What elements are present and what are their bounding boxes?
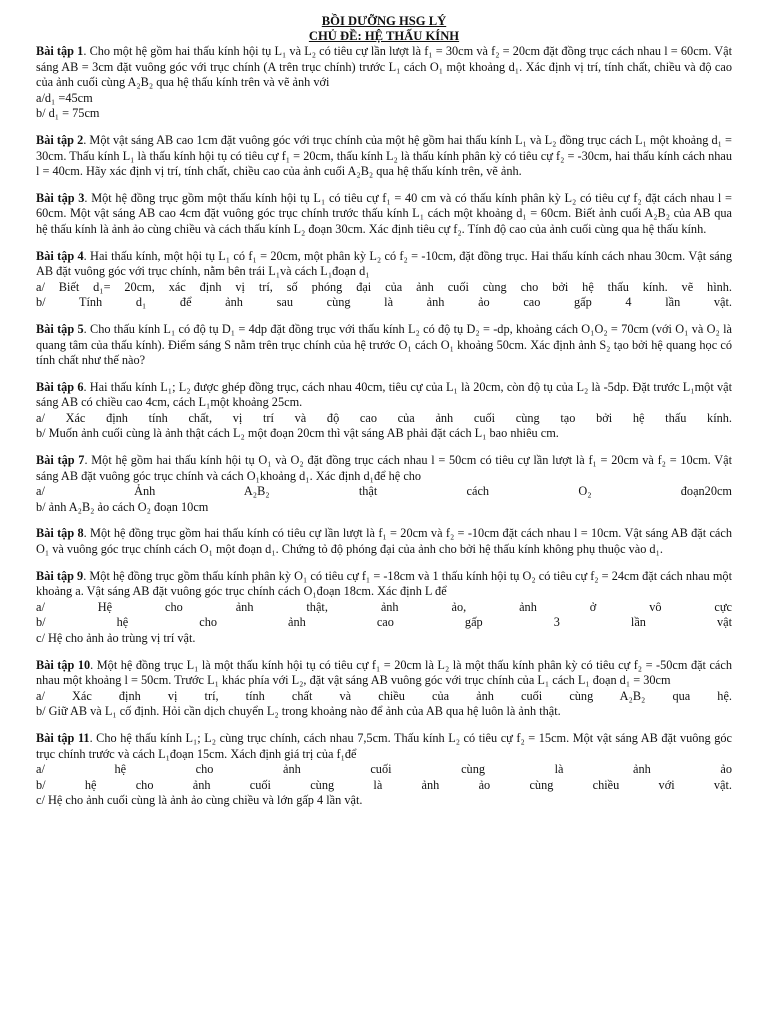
exercise-body: . Một hệ gồm hai thấu kính hội tụ O₁ và O₂ đặt đồng trục cách nhau l = 50cm có tiêu cự lần lượt là f₁ = 20cm và f₂ = 10cm. Vật sáng AB đặt vuông góc trục chính và cách O₁khoảng d₁. Xác định d₁để hệ cho [36, 453, 732, 483]
exercise-subquestion: a/ Ảnh A₂B₂ thật cách O₂ đoạn20cm [36, 484, 732, 499]
exercise-statement [36, 569, 732, 600]
exercise-10 [36, 658, 732, 720]
exercise-subquestion: b/ Giữ AB và L₁ cố định. Hỏi cần dịch chuyển L₂ trong khoảng nào để ảnh của AB qua hệ luôn là ảnh thật. [36, 704, 561, 719]
exercise-body: . Hai thấu kính L₁; L₂ được ghép đồng trục, cách nhau 40cm, tiêu cự của L₁ là 20cm, còn độ tụ của L₂ là -5dp. Đặt trước L₁một vật sáng AB có chiều cao 4cm, cách L₁một khoảng 25cm. [36, 379, 732, 410]
exercise-5 [36, 322, 732, 369]
exercise-statement [36, 249, 732, 280]
exercise-subquestion: a/ Xác định vị trí, tính chất và chiều của ảnh cuối cùng A₂B₂ qua hệ. [36, 688, 732, 703]
exercise-subquestion: b/ d₁ = 75cm [36, 106, 100, 121]
exercise-title: Bài tập 5 [36, 321, 84, 336]
exercise-2 [36, 133, 732, 180]
exercise-11 [36, 731, 732, 809]
document-title: BỒI DƯỠNG HSG LÝ [321, 14, 447, 28]
exercise-statement [36, 526, 732, 557]
exercise-subquestion: c/ Hệ cho ảnh cuối cùng là ảnh ảo cùng chiều và lớn gấp 4 lần vật. [36, 793, 363, 808]
exercise-statement [36, 191, 732, 238]
document-page [36, 14, 732, 809]
exercise-statement [36, 322, 732, 369]
exercise-body: . Một hệ đồng trục gồm hai thấu kính có tiêu cự lần lượt là f₁ = 20cm và f₂ = -10cm đặt cách nhau l = 10cm. Vật sáng AB đặt cách O₁ và vuông góc trục chính cách O₁ một đoạn d₁. Chứng tỏ độ phóng đại của ảnh cho bởi hệ thấu kính không phụ thuộc vào d₁. [36, 526, 732, 557]
exercise-list [36, 44, 732, 809]
exercise-body: . Cho một hệ gồm hai thấu kính hội tụ L₁ và L₂ có tiêu cự lần lượt là f₁ = 30cm và f₂ = 20cm đặt đồng trục cách nhau l = 60cm. Vật sáng AB = 3cm đặt vuông góc với trục chính (A trên trục chính) trước L₁ cách O₁ một khoảng d₁. Xác định vị trí, tính chất, chiều và độ cao của ảnh cuối cùng A₂B₂ qua hệ thấu kính trên và vẽ ảnh với [36, 44, 732, 90]
exercise-subquestion: a/ Xác định tính chất, vị trí và độ cao của ảnh cuối cùng tạo bởi hệ thấu kính. [36, 410, 732, 425]
exercise-title: Bài tập 2 [36, 132, 84, 147]
exercise-subquestion: a/ Biết d₁= 20cm, xác định vị trí, số phóng đại của ảnh cuối cùng cho bởi hệ thấu kính. vẽ hình. [36, 279, 732, 294]
exercise-subquestion: b/ Tính d₁ để ảnh sau cùng là ảnh ảo cao gấp 4 lần vật. [36, 295, 732, 310]
exercise-8 [36, 526, 732, 557]
exercise-9 [36, 569, 732, 647]
exercise-body: . Cho thấu kính L₁ có độ tụ D₁ = 4dp đặt đồng trục với thấu kính L₂ có độ tụ D₂ = -dp, khoảng cách O₁O₂ = 70cm (với O₁ và O₂ là quang tâm của thấu kính). Điểm sáng S nằm trên trục chính của hệ trước O₁ cách O₁ khoảng 50cm. Xác định ảnh S₂ tạo bởi hệ quang học có tính chất như thế nào? [36, 321, 732, 368]
exercise-title: Bài tập 9 [36, 568, 84, 583]
exercise-statement [36, 44, 732, 91]
exercise-statement [36, 380, 732, 411]
exercise-body: . Một hệ đồng trục gồm một thấu kính hội tụ L₁ có tiêu cự f₁ = 40 cm và có thấu kính phân kỳ L₂ có tiêu cự f₂ đặt cách nhau l = 60cm. Một vật sáng AB cao 4cm đặt vuông góc trục chính trước thấu kính L₁ cách một khoảng d₁ = 60cm. Biết ảnh cuối A₂B₂ của AB qua hệ thấu kính là ảnh ảo cùng chiều và cách thấu kính L₂ đoạn 30cm. Xác định tiêu cự f₂. Tính độ cao của ảnh cuối cùng qua hệ thấu kính. [36, 190, 732, 236]
exercise-statement [36, 133, 732, 180]
exercise-subquestion: b/ hệ cho ảnh cao gấp 3 lần vật [36, 615, 732, 630]
exercise-subquestion: a/d₁ =45cm [36, 90, 93, 105]
exercise-statement [36, 731, 732, 762]
exercise-1 [36, 44, 732, 122]
exercise-3 [36, 191, 732, 238]
exercise-title: Bài tập 3 [36, 190, 85, 205]
exercise-4 [36, 249, 732, 311]
exercise-statement [36, 658, 732, 689]
exercise-title: Bài tập 11 [36, 730, 90, 745]
exercise-body: . Cho hệ thấu kính L₁; L₂ cùng trục chính, cách nhau 7,5cm. Thấu kính L₂ có tiêu cự f₂ = 15cm. Một vật sáng AB đặt vuông góc trục chính trước và cách L₁đoạn 15cm. Xách định giá trị của f₁để [36, 730, 732, 761]
exercise-body: . Một hệ đồng trục L₁ là một thấu kính hội tụ có tiêu cự f₁ = 20cm là L₂ là một thấu kính phân kỳ có tiêu cự f₂ = -50cm đặt cách nhau một khoảng l = 50cm. Trước L₁ khác phía với L₂, đặt vật sáng AB vuông góc với trục chính của L₁ cách L₁ đoạn d₁ = 30cm [36, 657, 732, 688]
exercise-subquestion: b/ Muốn ảnh cuối cùng là ảnh thật cách L₂ một đoạn 20cm thì vật sáng AB phải đặt cách L₁ bao nhiêu cm. [36, 426, 559, 441]
exercise-subquestion: c/ Hệ cho ảnh ảo trùng vị trí vật. [36, 631, 196, 645]
exercise-title: Bài tập 4 [36, 248, 84, 263]
exercise-title: Bài tập 1 [36, 44, 84, 58]
exercise-7 [36, 453, 732, 515]
exercise-body: . Hai thấu kính, một hội tụ L₁ có f₁ = 20cm, một phân kỳ L₂ có f₂ = -10cm, đặt đồng trục. Hai thấu kính cách nhau 30cm. Vật sáng AB đặt vuông góc với trục chính, nằm bên trái L₁và cách L₁đoạn d₁ [36, 248, 732, 279]
exercise-title: Bài tập 8 [36, 526, 84, 541]
exercise-subquestion: b/ hệ cho ảnh cuối cùng là ảnh ảo cùng chiều với vật. [36, 777, 732, 792]
exercise-title: Bài tập 6 [36, 379, 84, 394]
exercise-title: Bài tập 10 [36, 657, 91, 672]
document-topic: CHỦ ĐỀ: HỆ THẤU KÍNH [308, 29, 460, 43]
exercise-subquestion: b/ ảnh A₂B₂ ảo cách O₂ đoạn 10cm [36, 499, 209, 514]
exercise-body: . Một vật sáng AB cao 1cm đặt vuông góc với trục chính của một hệ gồm hai thấu kính L₁ và L₂ đồng trục cách L₁ một khoảng d₁ = 30cm. Thấu kính L₁ là thấu kính hội tụ có tiêu cự f₁ = 20cm, thấu kính L₂ là thấu kính phân kỳ có tiêu cự f₂ = -30cm, hai thấu kính cách nhau l = 40cm. Hãy xác định vị trí, tính chất, chiều cao của ảnh cuối A₂B₂ qua hệ thấu kính trên, vẽ ảnh. [36, 132, 732, 179]
exercise-statement [36, 453, 732, 484]
exercise-6 [36, 380, 732, 442]
exercise-title: Bài tập 7 [36, 453, 85, 468]
exercise-subquestion: a/ hệ cho ảnh cuối cùng là ảnh ảo [36, 762, 732, 777]
exercise-subquestion: a/ Hệ cho ảnh thật, ảnh ảo, ảnh ở vô cực [36, 599, 732, 614]
exercise-body: . Một hệ đồng trục gồm thấu kính phân kỳ O₁ có tiêu cự f₁ = -18cm và 1 thấu kính hội tụ O₂ có tiêu cự f₂ = 24cm đặt cách nhau một khoảng a. Vật sáng AB đặt vuông góc trục chính cách O₁đoạn 18cm. Xác định L để [36, 568, 732, 599]
